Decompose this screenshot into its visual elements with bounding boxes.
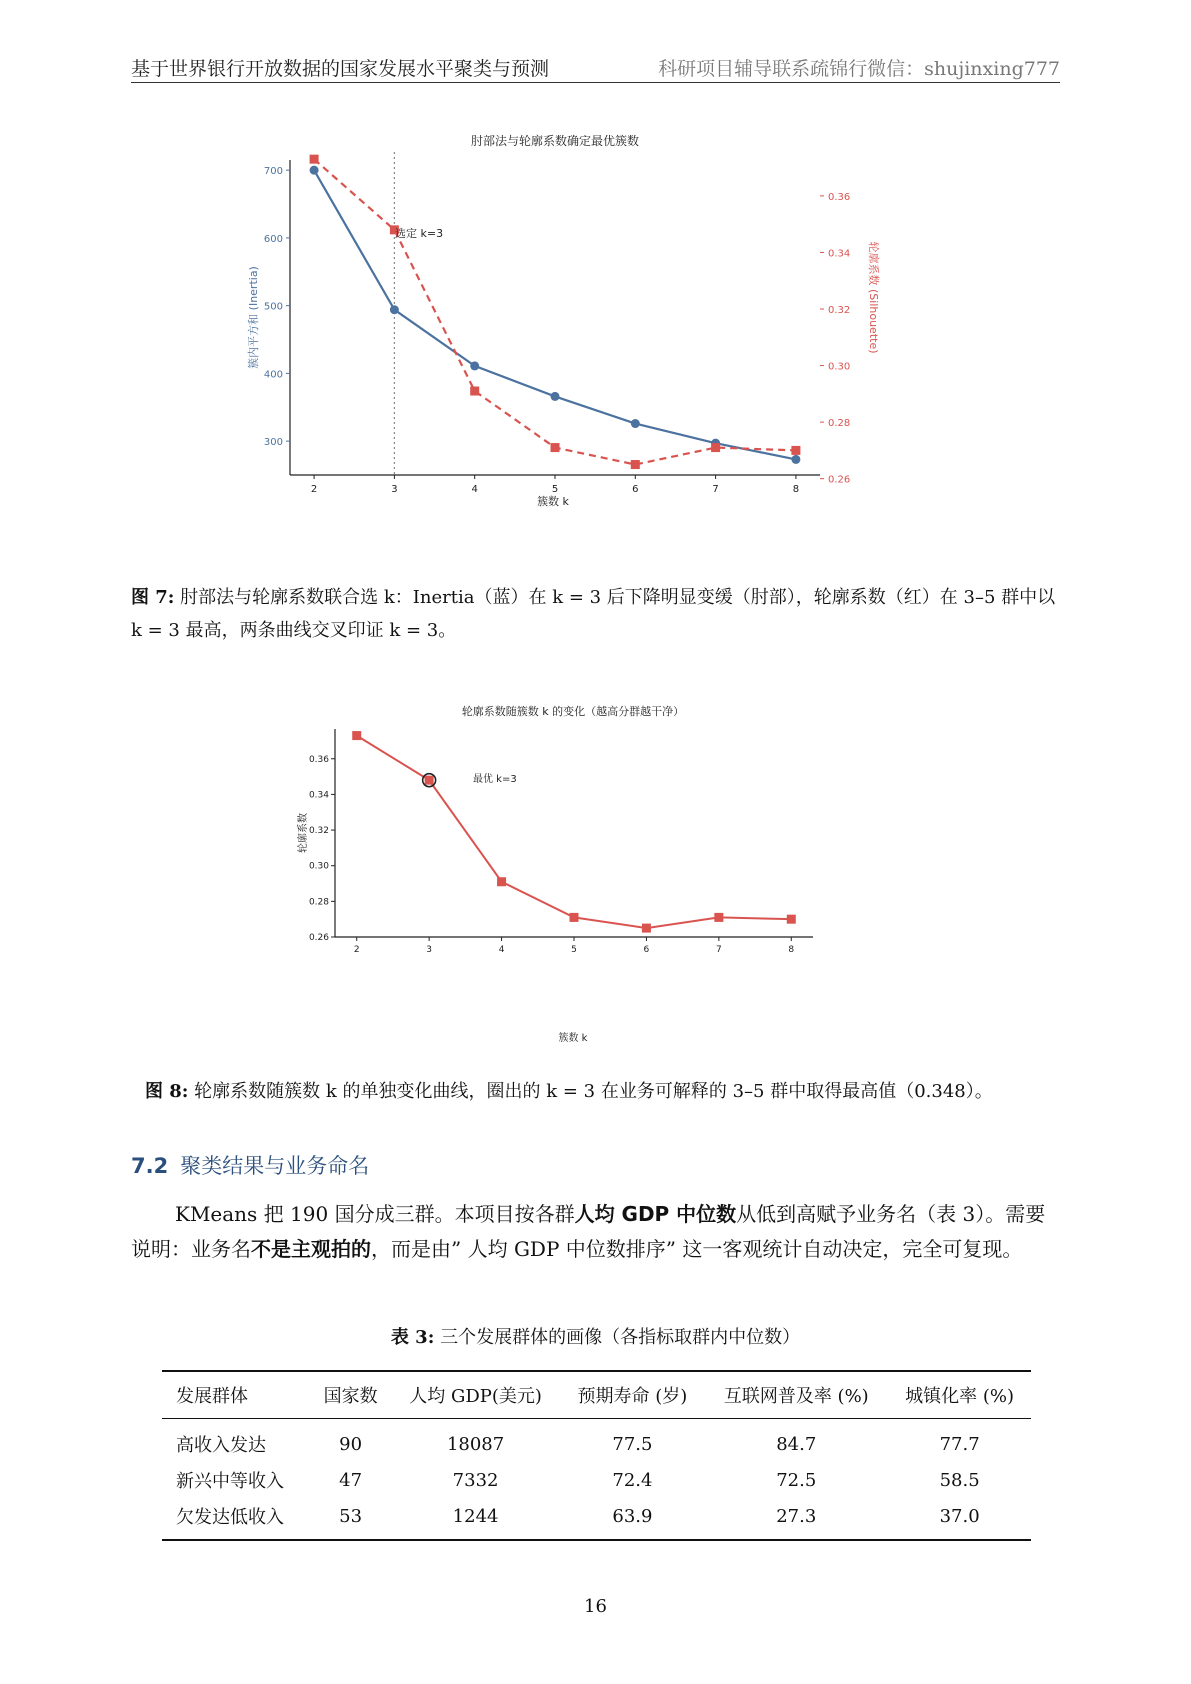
y-left-tick-label: 300 [263, 437, 283, 449]
y-right-tick-label: 0.36 [828, 191, 851, 203]
table-cell: 63.9 [561, 1498, 705, 1540]
y-right-tick-label: 0.30 [828, 361, 851, 373]
figure-8-caption-prefix: 图 8: [145, 1081, 189, 1102]
table-cell: 72.4 [612, 1469, 653, 1491]
table-caption-prefix: 表 3: [390, 1327, 435, 1348]
silhouette-line [314, 159, 796, 464]
y-axis-right-label: 轮廓系数 (Silhouette) [867, 241, 880, 354]
para-bold-1: 人均 GDP 中位数 [574, 1202, 737, 1226]
y-tick-label: 0.26 [308, 933, 329, 943]
silhouette-point [497, 877, 506, 886]
x-tick-label: 2 [310, 484, 318, 495]
silhouette-point [642, 924, 651, 933]
table-cell: 77.7 [939, 1433, 980, 1455]
silhouette-point [570, 913, 579, 922]
inertia-point [631, 419, 640, 428]
table-cell: 53 [311, 1498, 391, 1540]
table-cell: 58.5 [939, 1469, 980, 1491]
silhouette-line [357, 736, 792, 928]
silhouette-point [714, 913, 723, 922]
page-header [131, 52, 1060, 83]
section-number: 7.2 [131, 1154, 169, 1178]
silhouette-point [352, 731, 361, 740]
table-cell: 7332 [452, 1469, 499, 1491]
header-title: 基于世界银行开放数据的国家发展水平聚类与预测 [131, 58, 550, 80]
inertia-point [390, 305, 399, 314]
table-cell: 欠发达低收入 [162, 1498, 311, 1540]
y-tick-label: 0.34 [308, 790, 329, 801]
x-tick-label: 6 [643, 945, 650, 955]
table-row [162, 1462, 1031, 1498]
table-header-row [162, 1371, 1031, 1419]
section-heading [131, 1150, 369, 1180]
x-tick-label: 5 [551, 484, 559, 495]
header-cell: 国家数 [311, 1371, 391, 1419]
x-tick-label: 7 [715, 945, 722, 955]
silhouette-point [310, 155, 319, 164]
x-tick-label: 4 [498, 945, 505, 955]
chart-title: 肘部法与轮廓系数确定最优簇数 [470, 134, 640, 148]
table-row [162, 1419, 1031, 1463]
table-cell: 72.5 [776, 1469, 817, 1491]
cluster-profile-table [162, 1370, 1031, 1541]
x-tick-label: 3 [391, 484, 398, 495]
y-tick-label: 0.30 [308, 861, 329, 872]
x-tick-label: 8 [792, 484, 800, 495]
silhouette-point [551, 443, 560, 452]
inertia-point [551, 392, 560, 401]
y-left-tick-label: 400 [263, 369, 283, 381]
x-tick-label: 8 [788, 945, 795, 955]
x-tick-label: 3 [426, 945, 433, 955]
y-right-tick-label: 0.28 [828, 418, 851, 430]
header-cell: 人均 GDP(美元) [391, 1371, 561, 1419]
y-left-tick-label: 700 [263, 166, 283, 178]
inertia-point [470, 361, 479, 370]
silhouette-point [470, 387, 479, 396]
body-paragraph [131, 1197, 1061, 1267]
table-cell: 77.5 [612, 1433, 653, 1455]
table-cell: 37.0 [888, 1498, 1031, 1540]
table-cell: 27.3 [704, 1498, 888, 1540]
table-cell: 高收入发达 [176, 1435, 266, 1456]
x-tick-label: 4 [471, 484, 478, 495]
table-cell: 47 [339, 1469, 363, 1491]
x-axis-label: 簇数 k [558, 1033, 588, 1044]
table-row [162, 1498, 1031, 1540]
figure-8-caption-text: 轮廓系数随簇数 k 的单独变化曲线，圈出的 k = 3 在业务可解释的 3–5 群中取得最高值（0.348）。 [194, 1081, 993, 1102]
highlight-annotation: 最优 k=3 [473, 774, 517, 785]
inertia-point [310, 166, 319, 175]
y-left-tick-label: 600 [263, 233, 283, 245]
header-cell: 发展群体 [162, 1371, 311, 1419]
vline-annotation: 选定 k=3 [395, 227, 444, 240]
silhouette-point [425, 776, 434, 785]
table-cell: 新兴中等收入 [176, 1471, 284, 1492]
table-caption-text: 三个发展群体的画像（各指标取群内中位数） [440, 1327, 801, 1348]
table-cell: 84.7 [776, 1433, 817, 1455]
chart-title: 轮廓系数随簇数 k 的变化（越高分群越干净） [461, 705, 685, 718]
y-tick-label: 0.36 [308, 754, 329, 765]
silhouette-point [711, 443, 720, 452]
figure-8-silhouette-chart [298, 695, 890, 1055]
x-tick-label: 2 [353, 945, 360, 955]
x-axis-label: 簇数 k [537, 495, 569, 508]
table-cell: 90 [339, 1433, 363, 1455]
table-caption [0, 1323, 1191, 1349]
figure-7-caption [131, 581, 1061, 647]
para-text-1: KMeans 把 190 国分成三群。本项目按各群 [175, 1202, 575, 1226]
x-tick-label: 7 [712, 484, 719, 495]
header-contact: 科研项目辅导联系疏锦行微信：shujinxing777 [658, 58, 1060, 80]
section-title: 聚类结果与业务命名 [180, 1154, 370, 1178]
figure-7-caption-prefix: 图 7: [131, 587, 175, 608]
para-bold-2: 不是主观拍的 [251, 1237, 371, 1261]
y-tick-label: 0.32 [308, 826, 329, 837]
header-cell: 城镇化率 (%) [888, 1371, 1031, 1419]
x-tick-label: 5 [571, 945, 577, 955]
x-tick-label: 6 [632, 484, 639, 495]
figure-7-elbow-silhouette-chart [247, 134, 885, 515]
silhouette-point [787, 915, 796, 924]
para-text-3: ，而是由” 人均 GDP 中位数排序” 这一客观统计自动决定，完全可复现。 [371, 1237, 1023, 1261]
y-left-tick-label: 500 [263, 301, 283, 313]
inertia-line [314, 170, 796, 459]
figure-8-caption [145, 1075, 1065, 1108]
para-text-2: 从低到高赋予业务名（表 3）。需要说明：业务名 [131, 1202, 1046, 1261]
y-axis-left-label: 簇内平方和 (Inertia) [247, 266, 260, 369]
header-cell: 预期寿命 (岁) [561, 1371, 705, 1419]
table-cell: 1244 [391, 1498, 561, 1540]
inertia-point [791, 455, 800, 464]
figure-7-caption-text: 肘部法与轮廓系数联合选 k：Inertia（蓝）在 k = 3 后下降明显变缓（肘部），轮廓系数（红）在 3–5 群中以 k = 3 最高，两条曲线交叉印证 k = 3。 [131, 587, 1056, 641]
silhouette-point [791, 446, 800, 455]
page-number: 16 [584, 1596, 607, 1617]
table-cell: 18087 [446, 1433, 505, 1455]
y-right-tick-label: 0.34 [828, 248, 851, 260]
header-cell: 互联网普及率 (%) [704, 1371, 888, 1419]
y-right-tick-label: 0.32 [828, 305, 851, 317]
silhouette-point [631, 460, 640, 469]
y-right-tick-label: 0.26 [828, 474, 851, 486]
y-axis-label: 轮廓系数 [298, 813, 309, 853]
y-tick-label: 0.28 [308, 897, 329, 908]
